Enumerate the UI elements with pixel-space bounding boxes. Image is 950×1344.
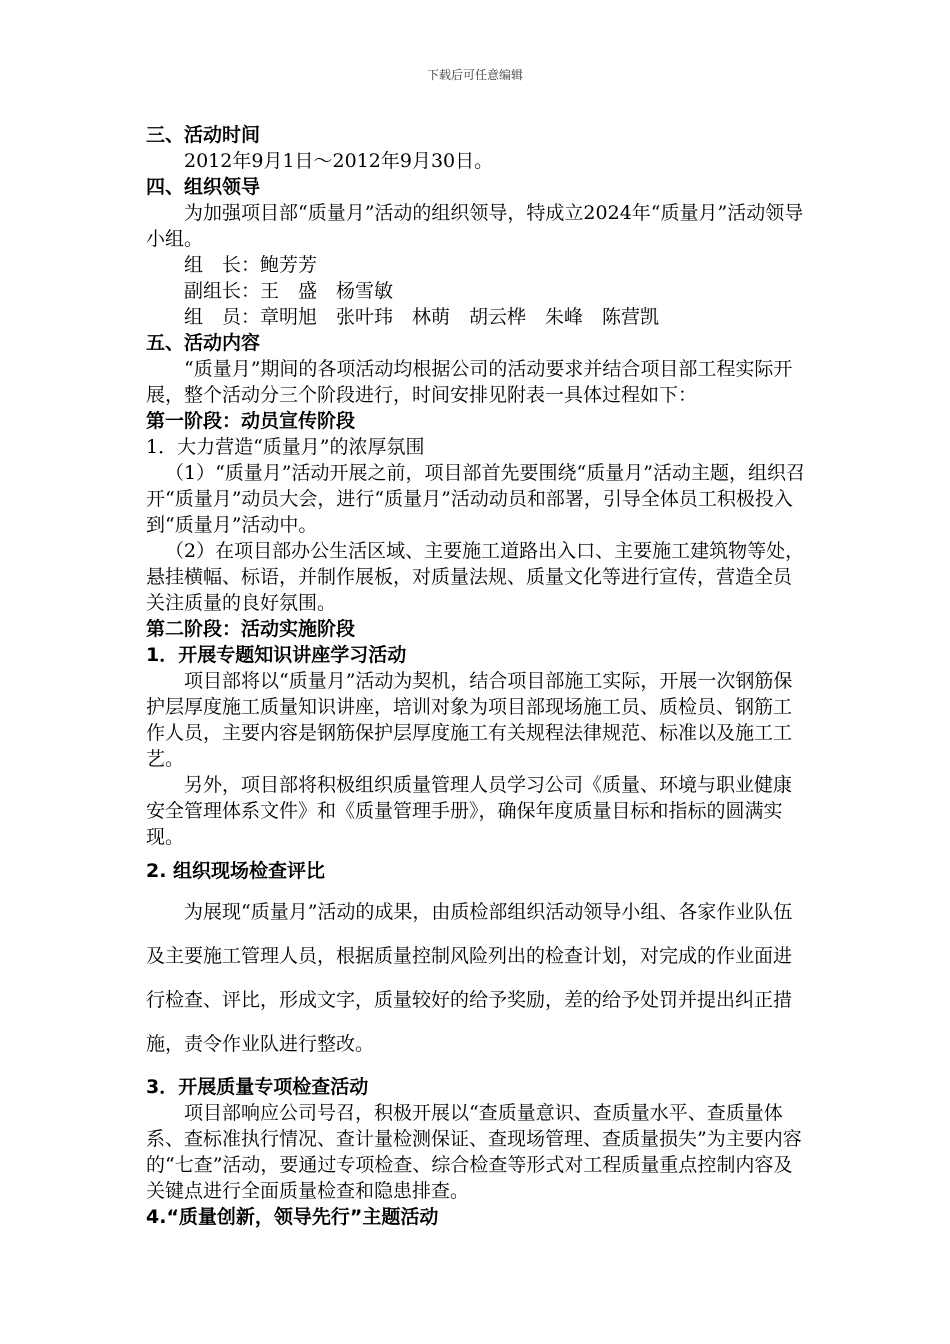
section-5-title: 五、活动内容 [146,332,261,354]
leader-line: 组 长：鲍芳芳 [184,254,318,276]
phase-2-item-3-title: 3．开展质量专项检查活动 [146,1076,369,1098]
phase-1-paragraph-2: （2）在项目部办公生活区域、主要施工道路出入口、主要施工建筑物等处，悬挂横幅、标语，并制作展板，对质量法规、质量文化等进行宣传，营造全员关注质量的良好氛围。 [146,540,805,614]
document-body [146,122,810,1230]
section-5-intro: “质量月”期间的各项活动均根据公司的活动要求并结合项目部工程实际开展，整个活动分三个阶段进行，时间安排见附表一具体过程如下： [146,358,793,406]
section-3-title: 三、活动时间 [146,124,261,146]
phase-2-item-4-title: 4.“质量创新，领导先行”主题活动 [146,1206,439,1228]
section-4-intro: 为加强项目部“质量月”活动的组织领导，特成立2024年“质量月”活动领导小组。 [146,202,804,250]
header-note: 下载后可任意编辑 [426,68,523,82]
phase-2-item-2-title: 2. 组织现场检查评比 [146,860,326,882]
phase-2-title: 第二阶段：活动实施阶段 [146,618,356,640]
phase-2-item-3-paragraph: 项目部响应公司号召，积极开展以“查质量意识、查质量水平、查质量体系、查标准执行情况、查计量检测保证、查现场管理、查质量损失”为主要内容的“七查”活动，要通过专项检查、综合检查等形式对工程质量重点控制内容及关键点进行全面质量检查和隐患排查。 [146,1102,802,1202]
phase-1-title: 第一阶段：动员宣传阶段 [146,410,356,432]
members-line: 组 员：章明旭 张叶玮 林萌 胡云桦 朱峰 陈营凯 [184,306,660,328]
phase-2-item-1-paragraph-2: 另外，项目部将积极组织质量管理人员学习公司《质量、环境与职业健康安全管理体系文件》和《质量管理手册》，确保年度质量目标和指标的圆满实现。 [146,774,793,848]
section-4-title: 四、组织领导 [146,176,261,198]
phase-1-item-1-title: 1．大力营造“质量月”的浓厚氛围 [146,436,425,458]
phase-1-paragraph-1: （1）“质量月”活动开展之前，项目部首先要围绕“质量月”活动主题，组织召开“质量月”动员大会，进行“质量月”活动动员和部署，引导全体员工积极投入到“质量月”活动中。 [146,462,805,536]
phase-2-item-1-title: 1．开展专题知识讲座学习活动 [146,644,407,666]
deputy-line: 副组长：王 盛 杨雪敏 [184,280,394,302]
phase-2-item-2-paragraph: 为展现“质量月”活动的成果，由质检部组织活动领导小组、各家作业队伍及主要施工管理人员，根据质量控制风险列出的检查计划，对完成的作业面进行检查、评比，形成文字，质量较好的给予奖励，差的给予处罚并提出纠正措施，责令作业队进行整改。 [146,901,793,1055]
section-3-text: 2012年9月1日～2012年9月30日。 [184,150,494,172]
phase-2-item-1-paragraph-1: 项目部将以“质量月”活动为契机，结合项目部施工实际，开展一次钢筋保护层厚度施工质量知识讲座，培训对象为项目部现场施工员、质检员、钢筋工作人员，主要内容是钢筋保护层厚度施工有关规程法律规范、标准以及施工工艺。 [146,670,793,770]
